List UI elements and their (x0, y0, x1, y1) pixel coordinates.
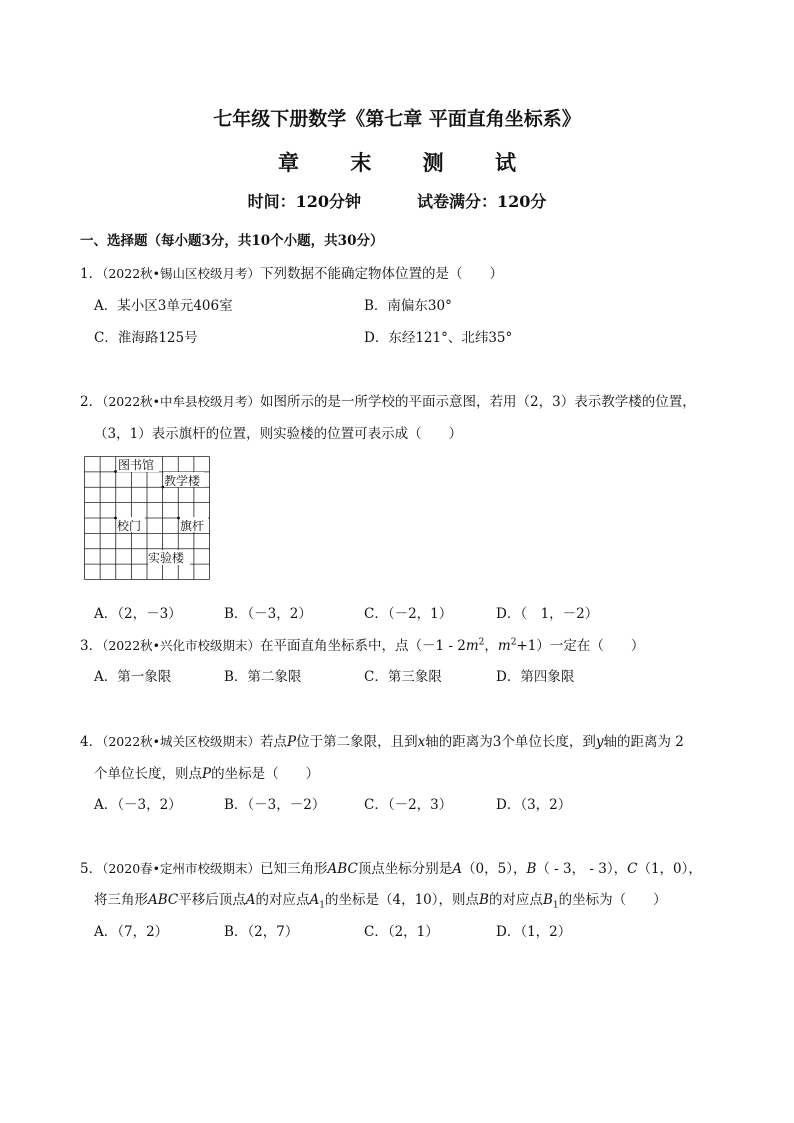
question-2-stem-line2: （3，1）表示旗杆的位置，则实验楼的位置可表示成（ ） (94, 426, 463, 442)
q4-option-d[interactable]: D．（3，2） (496, 797, 572, 813)
question-1-stem: 1．（2022秋•锡山区校级月考）下列数据不能确定物体位置的是（ ） (80, 266, 504, 282)
q4-option-c[interactable]: C．（－2，3） (364, 797, 453, 813)
q5-option-b[interactable]: B．（2，7） (224, 924, 299, 940)
flagpole-label: 旗杆 (180, 519, 205, 533)
q2-option-c[interactable]: C．（－2，1） (364, 606, 453, 622)
school-map-figure (84, 456, 210, 580)
question-3-stem: 3．（2022秋•兴化市校级期末）在平面直角坐标系中，点（$-1 - 2m^2$，$m^2+1$）一定在（ ） (80, 637, 645, 654)
q3-option-d[interactable]: D．第四象限 (496, 669, 575, 685)
q2-option-a[interactable]: A．（2，－3） (94, 606, 182, 622)
q1-option-a[interactable]: A．某小区3单元406室 (94, 298, 233, 314)
q5-option-c[interactable]: C．（2，1） (364, 924, 439, 940)
q1-option-b[interactable]: B．南偏东30° (364, 298, 452, 314)
q1-option-d[interactable]: D．东经121°、北纬35° (364, 330, 513, 346)
page-subtitle: 章 末 测 试 (278, 150, 538, 175)
q3-option-b[interactable]: B．第二象限 (224, 669, 302, 685)
exam-score: 试卷满分：120分 (417, 192, 547, 211)
section-heading: 一、选择题（每小题3分，共10个小题，共30分） (80, 233, 384, 249)
exam-info (0, 189, 794, 212)
library-label: 图书馆 (118, 458, 155, 472)
q3-option-c[interactable]: C．第三象限 (364, 669, 442, 685)
page-title: 七年级下册数学《第七章 平面直角坐标系》 (213, 108, 581, 130)
question-4-stem-line1: 4．（2022秋•城关区校级期末）若点P位于第二象限，且到x轴的距离为3个单位长度，到y轴的距离为 2 (80, 734, 684, 750)
q5-option-a[interactable]: A．（7，2） (94, 924, 169, 940)
school-gate-label: 校门 (117, 519, 142, 533)
library-point (114, 470, 117, 473)
q2-option-b[interactable]: B．（－3，2） (224, 606, 312, 622)
q4-option-a[interactable]: A．（－3，2） (94, 797, 182, 813)
q3-option-a[interactable]: A．第一象限 (94, 669, 172, 685)
question-2-stem-line1: 2．（2022秋•中牟县校级月考）如图所示的是一所学校的平面示意图，若用（2，3）表示教学楼的位置， (80, 394, 696, 410)
q4-option-b[interactable]: B．（－3，－2） (224, 797, 326, 813)
q5-option-d[interactable]: D．（1，2） (496, 924, 572, 940)
question-4-stem-line2: 个单位长度，则点P的坐标是（ ） (94, 766, 320, 782)
question-5-stem-line2: 将三角形ABC平移后顶点A的对应点$A_1$的坐标是（4，10），则点B的对应点$B_1$的坐标为（ ） (94, 892, 667, 911)
question-5-stem-line1: 5．（2020春•定州市校级期末）已知三角形ABC顶点坐标分别是A（0，5），B（ - 3， - 3），C（1，0）， (80, 861, 702, 877)
q1-option-c[interactable]: C．淮海路125号 (94, 330, 198, 346)
q2-option-d[interactable]: D．（ 1，－2） (496, 606, 599, 622)
lab-building-label: 实验楼 (148, 551, 185, 565)
exam-time: 时间：120分钟 (247, 192, 361, 211)
teaching-building-label: 教学楼 (164, 474, 201, 488)
